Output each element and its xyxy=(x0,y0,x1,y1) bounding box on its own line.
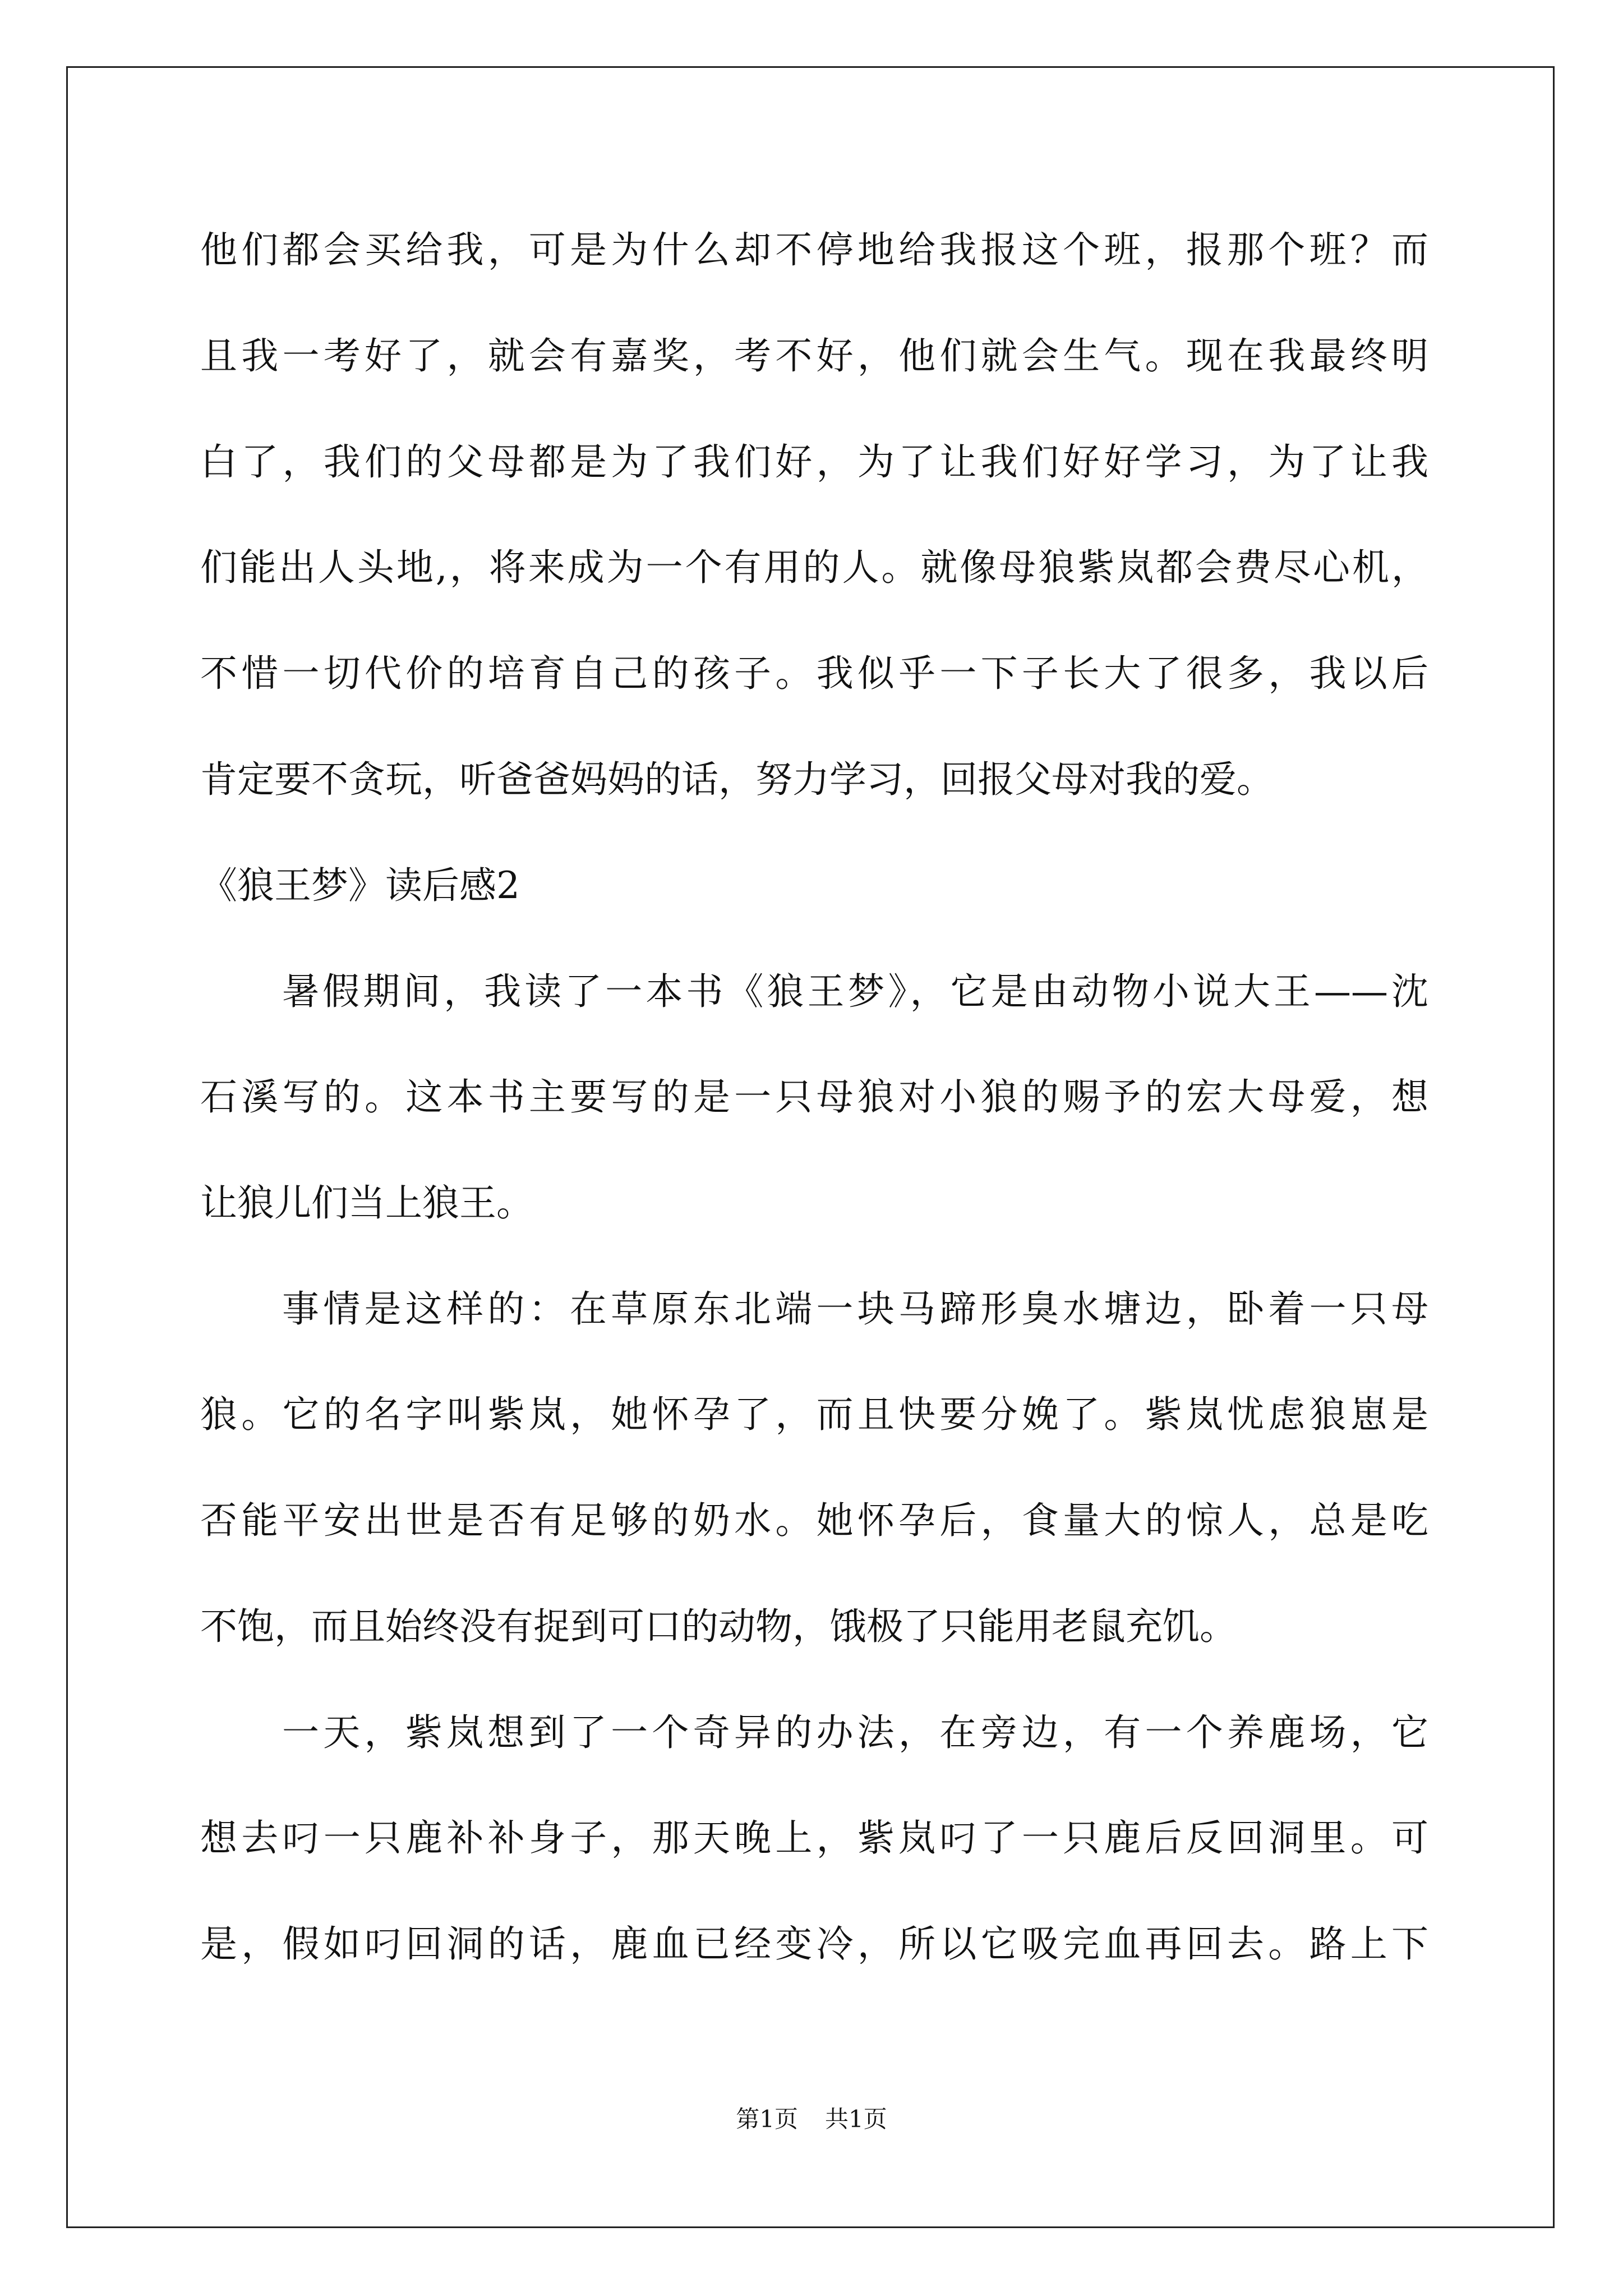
page-footer xyxy=(0,2102,1623,2136)
page-border xyxy=(66,66,1555,2228)
text-line: 不惜一切代价的培育自己的孩子。我似乎一下子长大了很多，我以后 xyxy=(200,652,1428,695)
text-line: 让狼儿们当上狼王。 xyxy=(200,1181,533,1225)
text-line: 狼。它的名字叫紫岚，她怀孕了，而且快要分娩了。紫岚忧虑狼崽是 xyxy=(200,1393,1428,1436)
text-line: 且我一考好了，就会有嘉奖，考不好，他们就会生气。现在我最终明 xyxy=(200,334,1428,378)
paragraph-first-line: 暑假期间，我读了一本书《狼王梦》，它是由动物小说大王——沈 xyxy=(282,970,1428,1013)
paragraph-first-line: 事情是这样的：在草原东北端一块马蹄形臭水塘边，卧着一只母 xyxy=(282,1287,1428,1331)
text-line: 不饱，而且始终没有捉到可口的动物，饿极了只能用老鼠充饥。 xyxy=(200,1605,1237,1648)
page-total: 共1页 xyxy=(825,2105,887,2133)
text-line: 们能出人头地,，将来成为一个有用的人。就像母狼紫岚都会费尽心机， xyxy=(200,546,1428,589)
paragraph-first-line: 一天，紫岚想到了一个奇异的办法，在旁边，有一个养鹿场，它 xyxy=(282,1711,1428,1754)
text-line: 是，假如叼回洞的话，鹿血已经变冷，所以它吸完血再回去。路上下 xyxy=(200,1922,1428,1966)
page-number: 第1页 xyxy=(736,2105,798,2133)
text-line: 白了，我们的父母都是为了我们好，为了让我们好好学习，为了让我 xyxy=(200,440,1428,484)
section-heading: 《狼王梦》读后感2 xyxy=(200,864,520,907)
text-line: 他们都会买给我，可是为什么却不停地给我报这个班，报那个班？而 xyxy=(200,228,1428,272)
text-line: 想去叼一只鹿补补身子，那天晚上，紫岚叼了一只鹿后反回洞里。可 xyxy=(200,1816,1428,1860)
text-line: 石溪写的。这本书主要写的是一只母狼对小狼的赐予的宏大母爱，想 xyxy=(200,1075,1428,1119)
text-line: 肯定要不贪玩，听爸爸妈妈的话，努力学习，回报父母对我的爱。 xyxy=(200,758,1274,801)
text-line: 否能平安出世是否有足够的奶水。她怀孕后，食量大的惊人，总是吃 xyxy=(200,1499,1428,1542)
